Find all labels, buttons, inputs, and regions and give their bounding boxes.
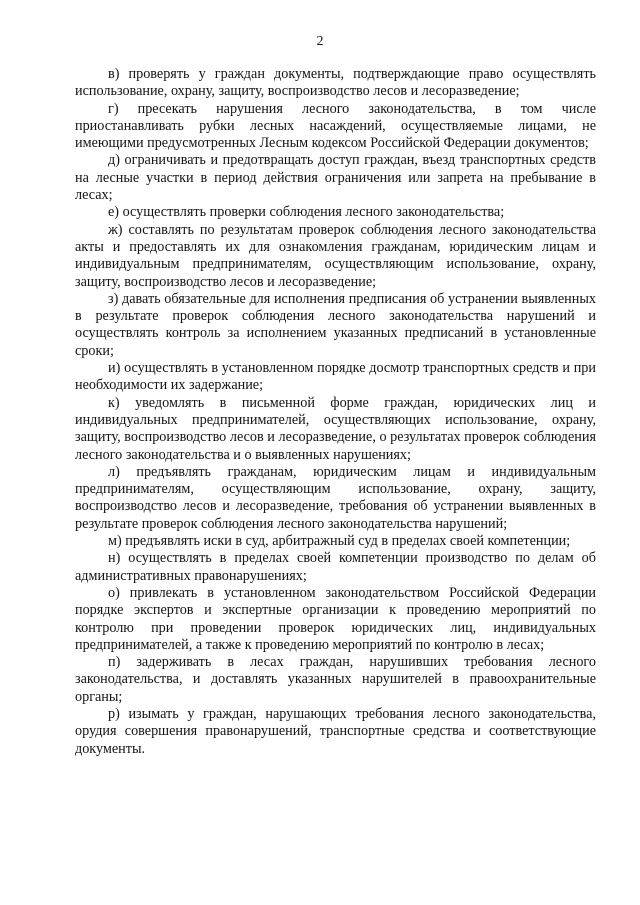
paragraph-i: и) осуществлять в установленном порядке досмотр транспортных средств и при необходимости их задержание; [75, 360, 596, 394]
paragraph-d: д) ограничивать и предотвращать доступ граждан, въезд транспортных средств на лесные участки в период действия ограничения или запрета на пребывание в лесах; [75, 152, 596, 204]
paragraph-k: к) уведомлять в письменной форме граждан, юридических лиц и индивидуальных предпринимателей, осуществляющих использование, охрану, защиту, воспроизводство лесов и лесоразведение, о результатах проверок соблюдения лесного законодательства и о выявленных нарушениях; [75, 394, 596, 463]
paragraph-n: н) осуществлять в пределах своей компетенции производство по делам об административных правонарушениях; [75, 550, 596, 584]
paragraph-o: о) привлекать в установленном законодательством Российской Федерации порядке экспертов и экспертные организации к проведению мероприятий по контролю при проведении проверок юридических лиц, индивидуальных предпринимателей, а также к проведению мероприятий по контролю в лесах; [75, 584, 596, 653]
paragraph-e: е) осуществлять проверки соблюдения лесного законодательства; [108, 204, 505, 221]
paragraph-g: г) пресекать нарушения лесного законодательства, в том числе приостанавливать рубки лесных насаждений, осуществляемые лицами, не имеющими предусмотренных Лесным кодексом Российской Федерации документов; [75, 100, 596, 152]
paragraph-r: р) изымать у граждан, нарушающих требования лесного законодательства, орудия совершения правонарушений, транспортные средства и соответствующие документы. [75, 705, 596, 757]
paragraph-v: в) проверять у граждан документы, подтверждающие право осуществлять использование, охрану, защиту, воспроизводство лесов и лесоразведение; [75, 66, 596, 100]
document-body [75, 66, 596, 758]
paragraph-zh: ж) составлять по результатам проверок соблюдения лесного законодательства акты и предоставлять их для ознакомления гражданам, юридическим лицам и индивидуальным предпринимателям, осуществляющим использование, охрану, защиту, воспроизводство лесов и лесоразведение; [75, 221, 596, 290]
page-number: 2 [316, 34, 324, 49]
paragraph-l: л) предъявлять гражданам, юридическим лицам и индивидуальным предпринимателям, осуществляющим использование, охрану, защиту, воспроизводство лесов и лесоразведение, требования об устранении выявленных в результате проверок соблюдения лесного законодательства нарушений; [75, 463, 596, 532]
paragraph-z: з) давать обязательные для исполнения предписания об устранении выявленных в результате проверок соблюдения лесного законодательства нарушений и осуществлять контроль за исполнением указанных предписаний в установленные сроки; [75, 290, 596, 359]
paragraph-p: п) задерживать в лесах граждан, нарушивших требования лесного законодательства, и доставлять указанных нарушителей в правоохранительные органы; [75, 654, 596, 705]
paragraph-m: м) предъявлять иски в суд, арбитражный суд в пределах своей компетенции; [108, 533, 571, 550]
